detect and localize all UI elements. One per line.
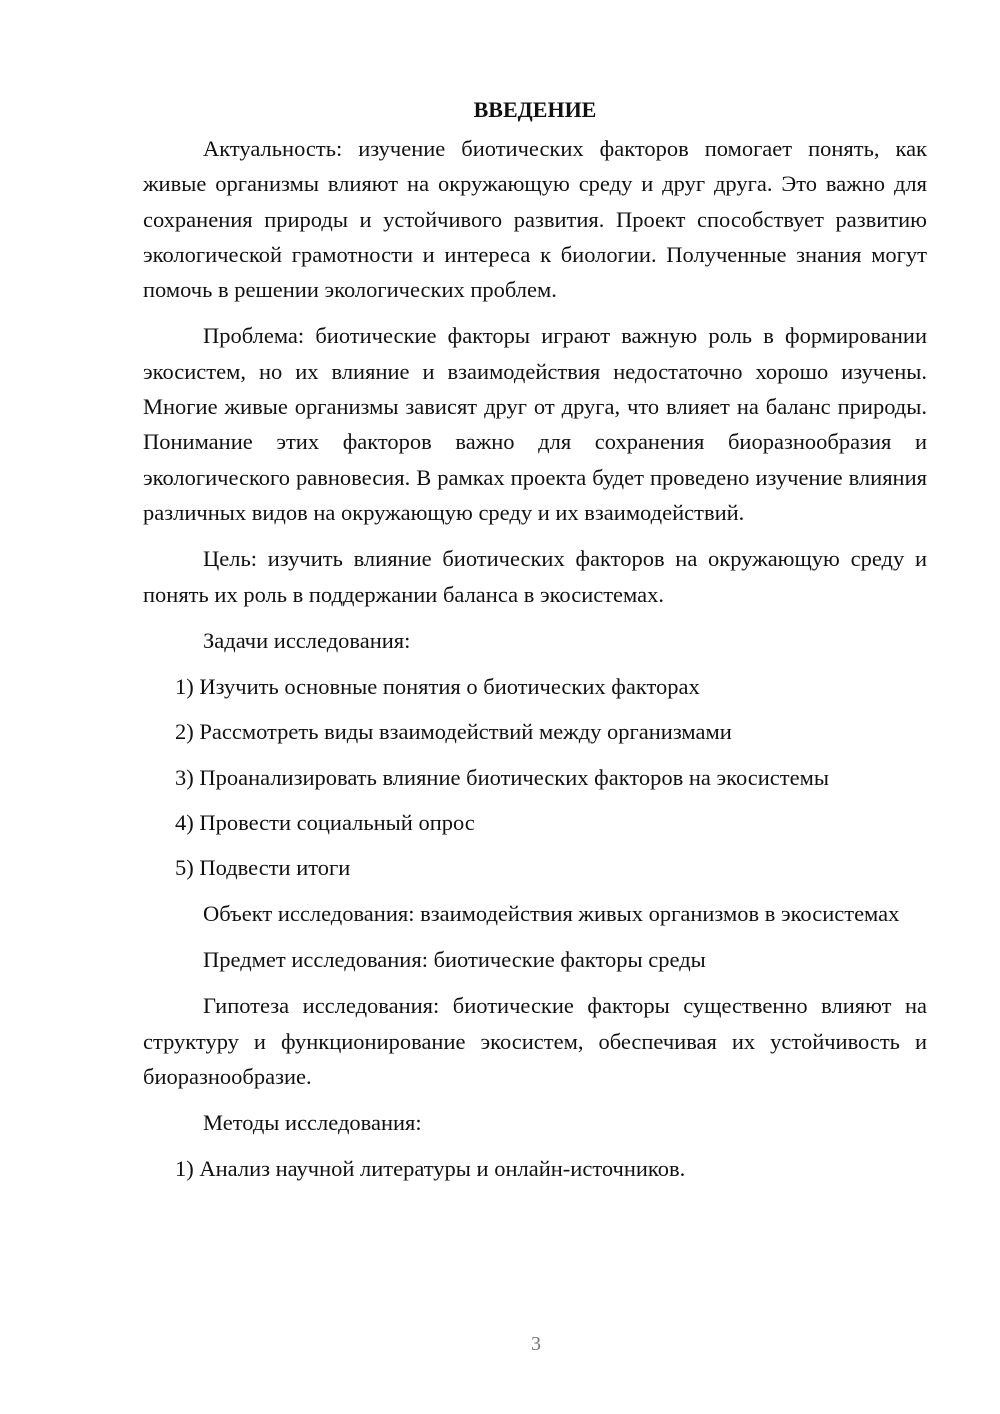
object-paragraph: Объект исследования: взаимодействия живых организмов в экосистемах (203, 900, 900, 926)
hypothesis-paragraph: Гипотеза исследования: биотические факторы существенно влияют на структуру и функционирование экосистем, обеспечивая их устойчивость и биоразнообразие. (143, 993, 927, 1089)
section-heading: ВВЕДЕНИЕ (473, 97, 597, 122)
task-item: 2) Рассмотреть виды взаимодействий между организмами (175, 719, 732, 745)
task-item: 1) Изучить основные понятия о биотических факторах (175, 674, 700, 700)
methods-title: Методы исследования: (203, 1110, 422, 1136)
problem-paragraph: Проблема: биотические факторы играют важную роль в формировании экосистем, но их влияние и взаимодействия недостаточно хорошо изучены. Многие живые организмы зависят друг от друга, что влияет на баланс природы. Понимание этих факторов важно для сохранения биоразнообразия и экологического равновесия. В рамках проекта будет проведено изучение влияния различных видов на окружающую среду и их взаимодействий. (143, 323, 927, 525)
page-number: 3 (531, 1333, 541, 1355)
tasks-title: Задачи исследования: (203, 627, 411, 653)
methods-list (143, 1151, 927, 1186)
goal-paragraph: Цель: изучить влияние биотических факторов на окружающую среду и понять их роль в поддержании баланса в экосистемах. (143, 546, 927, 607)
task-item: 5) Подвести итоги (175, 855, 351, 881)
subject-paragraph: Предмет исследования: биотические факторы среды (203, 946, 706, 972)
relevance-paragraph: Актуальность: изучение биотических факторов помогает понять, как живые организмы влияют на окружающую среду и друг друга. Это важно для сохранения природы и устойчивого развития. Проект способствует развитию экологической грамотности и интереса к биологии. Полученные знания могут помочь в решении экологических проблем. (143, 136, 927, 303)
task-item: 3) Проанализировать влияние биотических факторов на экосистемы (175, 764, 829, 790)
tasks-list (143, 669, 927, 885)
method-item: 1) Анализ научной литературы и онлайн-источников. (175, 1156, 686, 1182)
task-item: 4) Провести социальный опрос (175, 810, 475, 836)
page-content (143, 92, 927, 1197)
